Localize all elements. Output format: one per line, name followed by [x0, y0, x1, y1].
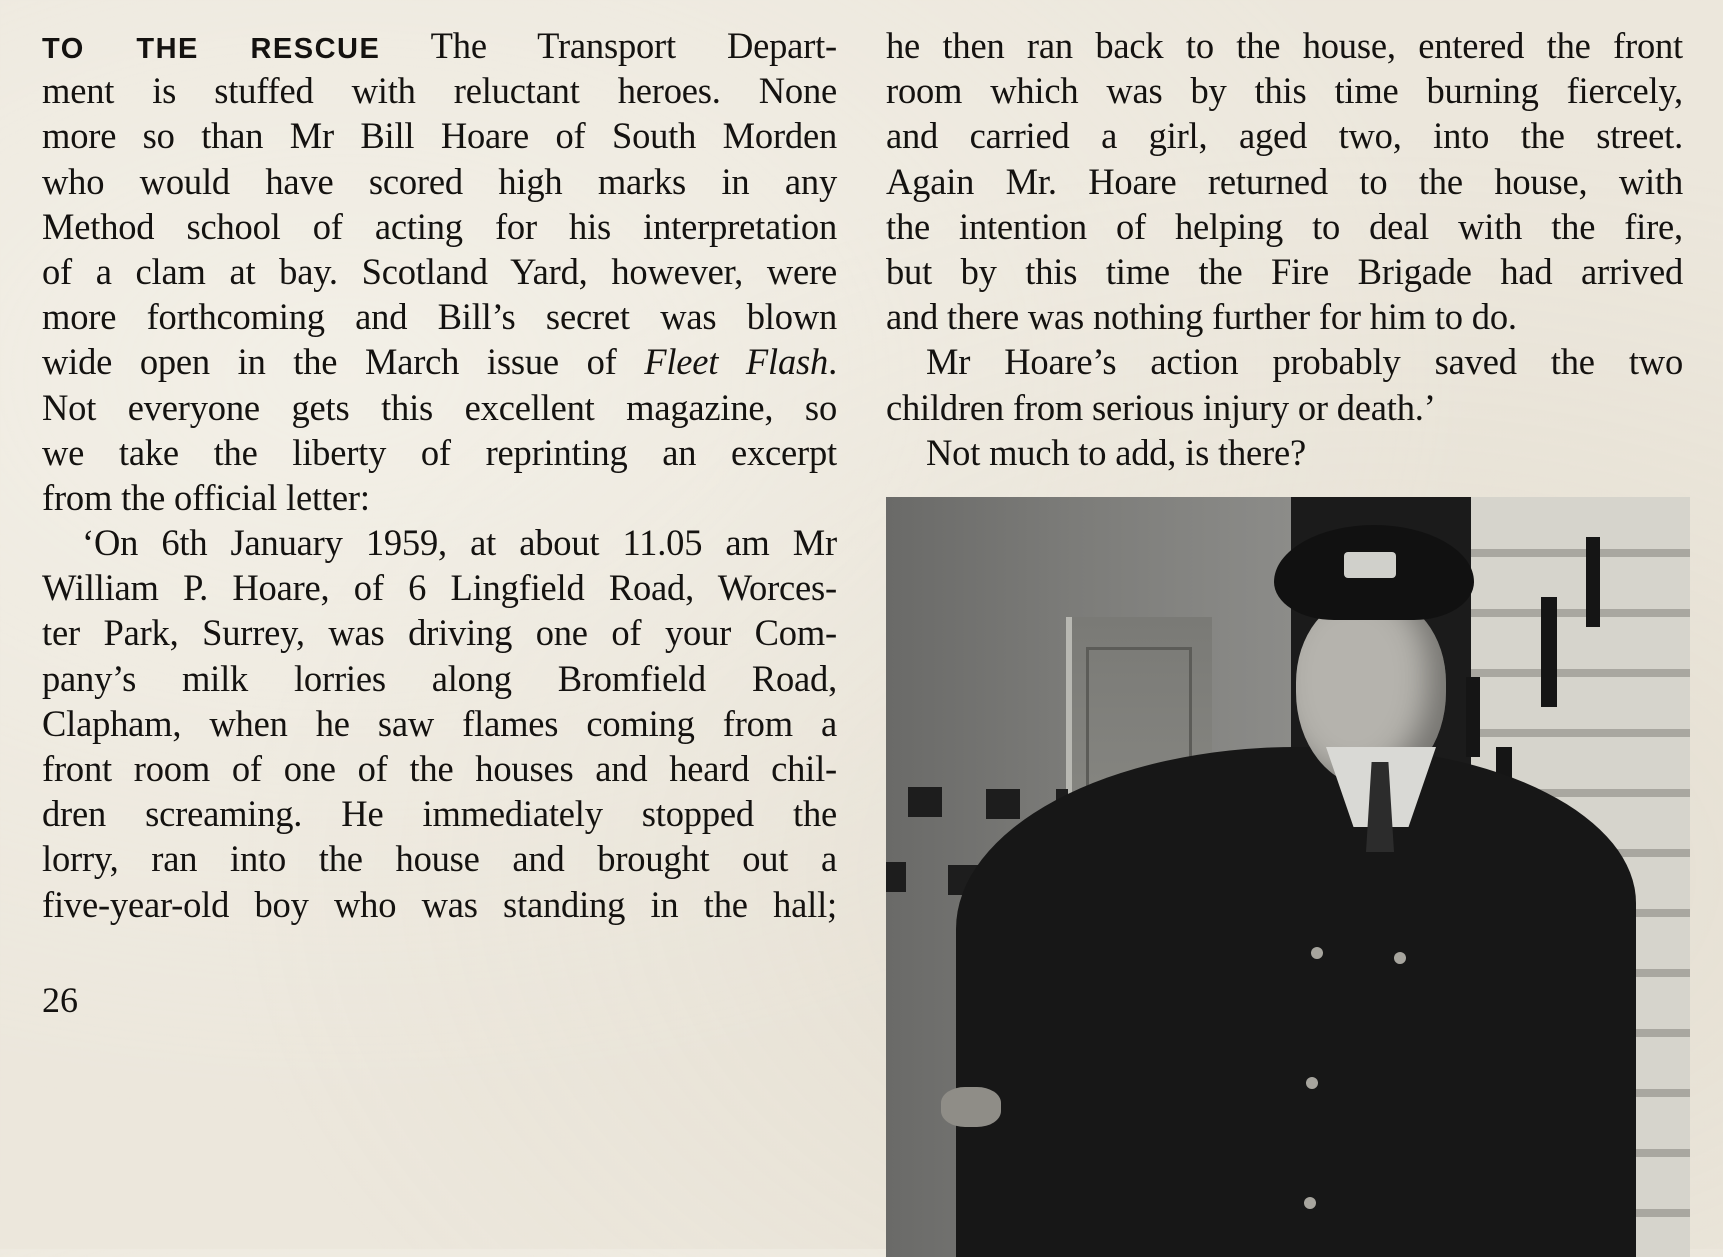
- photo-coat-button: [1304, 1197, 1316, 1209]
- text-line: ment is stuffed with reluctant heroes. None: [42, 70, 837, 112]
- text-line: Not everyone gets this excellent magazine, so: [42, 386, 837, 428]
- magazine-title: Fleet Flash: [644, 341, 829, 383]
- text-line: Again Mr. Hoare returned to the house, with: [886, 160, 1683, 202]
- text-line: more so than Mr Bill Hoare of South Morden: [42, 115, 837, 157]
- text-line: Method school of acting for his interpretation: [42, 205, 837, 247]
- text-line: wide open in the March issue of Fleet Flash.: [42, 341, 837, 383]
- text-line: the intention of helping to deal with the fire,: [886, 205, 1683, 247]
- text-line: and there was nothing further for him to do.: [886, 296, 1517, 338]
- text-line: dren screaming. He immediately stopped the: [42, 793, 837, 835]
- photo-baluster: [1541, 597, 1557, 707]
- photo-uniformed-man: [886, 497, 1690, 1257]
- text-line: room which was by this time burning fiercely,: [886, 70, 1683, 112]
- text-line: five-year-old boy who was standing in the hall;: [42, 883, 837, 925]
- photo-coat-button: [1311, 947, 1323, 959]
- text-line: we take the liberty of reprinting an excerpt: [42, 431, 837, 473]
- text-line: Not much to add, is there?: [926, 431, 1306, 473]
- page-number: 26: [42, 980, 78, 1020]
- photo-tile: [986, 789, 1020, 819]
- text-line: ter Park, Surrey, was driving one of your Com-: [42, 612, 837, 654]
- photo-coat: [956, 747, 1636, 1257]
- photo-cap-badge: [1344, 552, 1396, 578]
- text-line: ‘On 6th January 1959, at about 11.05 am Mr: [82, 522, 837, 564]
- photo-coat-button: [1394, 952, 1406, 964]
- text-line: but by this time the Fire Brigade had arrived: [886, 250, 1683, 292]
- text-line: of a clam at bay. Scotland Yard, however, were: [42, 250, 837, 292]
- section-headline: TO THE RESCUE: [42, 33, 381, 65]
- text-line: pany’s milk lorries along Bromfield Road,: [42, 657, 837, 699]
- photo-baluster: [1466, 677, 1480, 757]
- photo-tile: [908, 787, 942, 817]
- text-line: more forthcoming and Bill’s secret was blown: [42, 296, 837, 338]
- text-line: William P. Hoare, of 6 Lingfield Road, Worces-: [42, 567, 837, 609]
- text-line: he then ran back to the house, entered the front: [886, 25, 1683, 66]
- photo-coat-button: [1306, 1077, 1318, 1089]
- text-line: and carried a girl, aged two, into the street.: [886, 115, 1683, 157]
- text-line: children from serious injury or death.’: [886, 386, 1436, 428]
- photo-tile: [886, 862, 906, 892]
- right-column: [886, 23, 1683, 475]
- text-line: lorry, ran into the house and brought out a: [42, 838, 837, 880]
- text-line: Mr Hoare’s action probably saved the two: [926, 341, 1683, 383]
- photo-hand: [941, 1087, 1001, 1127]
- photo-baluster: [1586, 537, 1600, 627]
- text-line: who would have scored high marks in any: [42, 160, 837, 202]
- text-line: TO THE RESCUE The Transport Depart-: [42, 25, 838, 66]
- text-line: Clapham, when he saw flames coming from a: [42, 702, 837, 744]
- text-line: from the official letter:: [42, 476, 370, 518]
- text-line: front room of one of the houses and heard chil-: [42, 748, 837, 789]
- left-column: [42, 23, 837, 927]
